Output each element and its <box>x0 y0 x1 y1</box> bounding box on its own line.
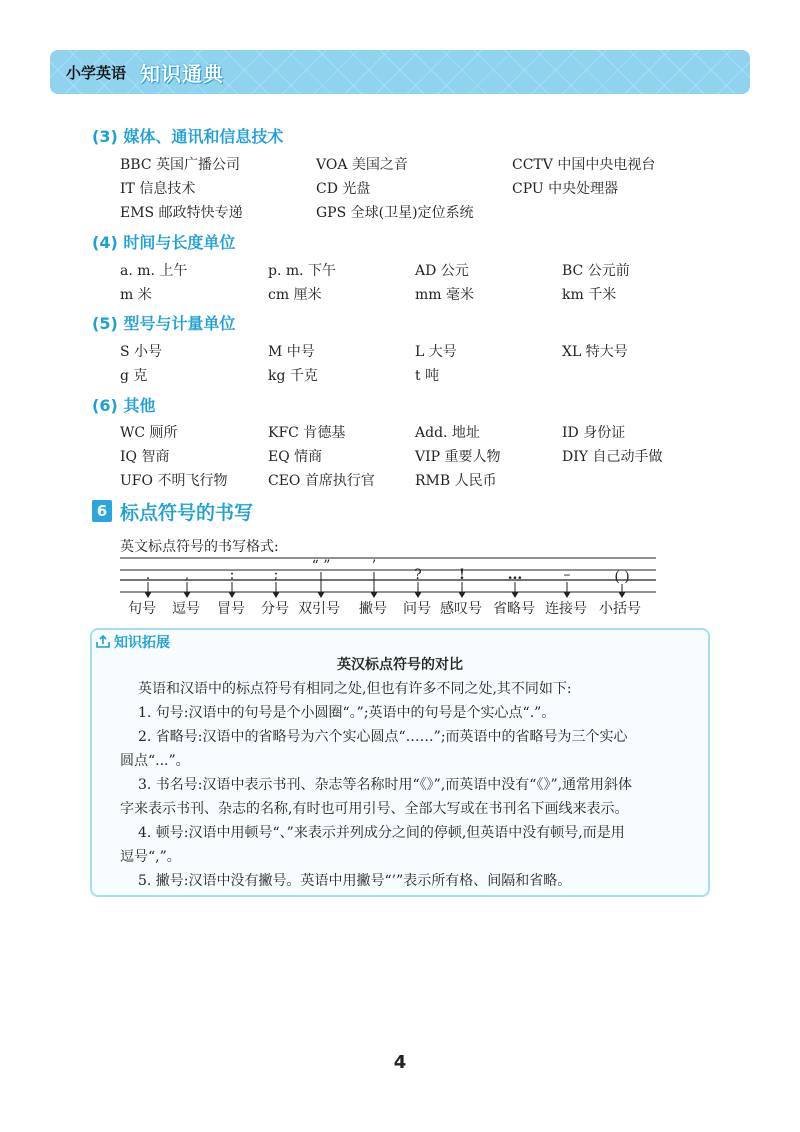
label-semicolon: 分号 <box>261 601 289 617</box>
extension-line: 逗号“,”。 <box>120 849 181 865</box>
label-period: 句号 <box>128 601 156 617</box>
symbol-semicolon: ; <box>273 567 279 583</box>
arrow <box>318 572 324 597</box>
header-subject: 小学英语 <box>66 64 127 82</box>
section-title-size-measure: (5) 型号与计量单位 <box>92 314 236 333</box>
extension-line: 圆点“...”。 <box>120 753 190 769</box>
label-apostrophe: 撇号 <box>359 601 387 617</box>
term: CD 光盘 <box>316 181 371 197</box>
label-colon: 冒号 <box>217 601 245 617</box>
term: VOA 美国之音 <box>316 157 408 173</box>
symbol-ellipsis: ... <box>507 567 523 583</box>
term: IQ 智商 <box>120 449 170 465</box>
label-comma: 逗号 <box>172 601 200 617</box>
term: XL 特大号 <box>562 344 628 360</box>
term: BC 公元前 <box>562 263 630 279</box>
term: DIY 自己动手做 <box>562 449 663 465</box>
term: BBC 英国广播公司 <box>120 157 240 173</box>
term: ID 身份证 <box>562 425 626 441</box>
label-ellipsis: 省略号 <box>493 601 535 617</box>
term: mm 毫米 <box>415 287 475 303</box>
term: S 小号 <box>120 344 163 360</box>
term: CCTV 中国中央电视台 <box>512 157 656 173</box>
section-title-punctuation: 标点符号的书写 <box>120 502 254 524</box>
symbol-question: ? <box>414 567 422 583</box>
term: Add. 地址 <box>415 425 480 441</box>
punctuation-intro: 英文标点符号的书写格式: <box>120 539 279 555</box>
term: CPU 中央处理器 <box>512 181 619 197</box>
term: VIP 重要人物 <box>415 449 501 465</box>
extension-line: 英语和汉语中的标点符号有相同之处,但也有许多不同之处,其不同如下: <box>138 681 572 697</box>
symbol-double-quote: “ ” <box>311 558 331 574</box>
term: UFO 不明飞行物 <box>120 473 228 489</box>
extension-line: 3. 书名号:汉语中表示书刊、杂志等名称时用“《》”,而英语中没有“《》”,通常用斜体 <box>138 777 633 793</box>
symbol-period: . <box>145 567 151 583</box>
term: AD 公元 <box>415 263 469 279</box>
extension-line: 5. 撇号:汉语中没有撇号。英语中用撇号“’”表示所有格、间隔和省略。 <box>138 873 572 889</box>
extension-title: 英汉标点符号的对比 <box>337 657 463 673</box>
term: kg 千克 <box>268 368 318 384</box>
arrow <box>512 582 518 597</box>
extension-line: 4. 顿号:汉语中用顿号“、”来表示并列成分之间的停顿,但英语中没有顿号,而是用 <box>138 825 625 841</box>
section-number: 6 <box>92 500 112 522</box>
label-double-quote: 双引号 <box>298 601 340 617</box>
term: KFC 肯德基 <box>268 425 346 441</box>
symbol-dash: – <box>563 567 571 583</box>
term: m 米 <box>120 287 152 303</box>
term: EMS 邮政特快专递 <box>120 205 243 221</box>
term: M 中号 <box>268 344 315 360</box>
header-title: 知识通典 <box>140 62 224 86</box>
term: cm 厘米 <box>268 287 322 303</box>
arrow <box>371 572 377 597</box>
term: p. m. 下午 <box>268 263 337 279</box>
term: g 克 <box>120 368 148 384</box>
extension-header: 知识拓展 <box>114 635 170 651</box>
label-question: 问号 <box>403 601 431 617</box>
arrow <box>564 582 570 597</box>
upload-icon <box>96 634 110 648</box>
arrow <box>184 582 190 597</box>
symbol-parentheses: ( ) <box>614 569 630 585</box>
section-title-media: (3) 媒体、通讯和信息技术 <box>92 127 284 146</box>
arrow <box>415 582 421 597</box>
symbol-apostrophe: ’ <box>371 558 377 574</box>
label-exclamation: 感叹号 <box>440 601 482 617</box>
term: IT 信息技术 <box>120 181 196 197</box>
term: RMB 人民币 <box>415 473 497 489</box>
section-title-time-length: (4) 时间与长度单位 <box>92 233 236 252</box>
page-number: 4 <box>393 1052 407 1073</box>
term: L 大号 <box>415 344 457 360</box>
arrow <box>273 582 279 597</box>
label-dash: 连接号 <box>545 601 587 617</box>
symbol-exclamation: ! <box>458 567 466 583</box>
term: CEO 首席执行官 <box>268 473 375 489</box>
arrow <box>459 582 465 597</box>
term: km 千米 <box>562 287 617 303</box>
arrow <box>229 582 235 597</box>
arrow <box>619 584 625 597</box>
extension-line: 1. 句号:汉语中的句号是个小圆圈“。”;英语中的句号是个实心点“.”。 <box>138 705 556 721</box>
symbol-colon: : <box>229 567 235 583</box>
arrow <box>145 582 151 597</box>
term: WC 厕所 <box>120 425 178 441</box>
term: t 吨 <box>415 368 440 384</box>
term: a. m. 上午 <box>120 263 188 279</box>
section-title-other: (6) 其他 <box>92 396 156 415</box>
term: EQ 情商 <box>268 449 323 465</box>
label-parentheses: 小括号 <box>599 601 641 617</box>
extension-line: 字来表示书刊、杂志的名称,有时也可用引号、全部大写或在书刊名下画线来表示。 <box>120 801 629 817</box>
term: GPS 全球(卫星)定位系统 <box>316 205 474 221</box>
extension-line: 2. 省略号:汉语中的省略号为六个实心圆点“……”;而英语中的省略号为三个实心 <box>138 729 628 745</box>
symbol-comma: , <box>184 567 190 583</box>
